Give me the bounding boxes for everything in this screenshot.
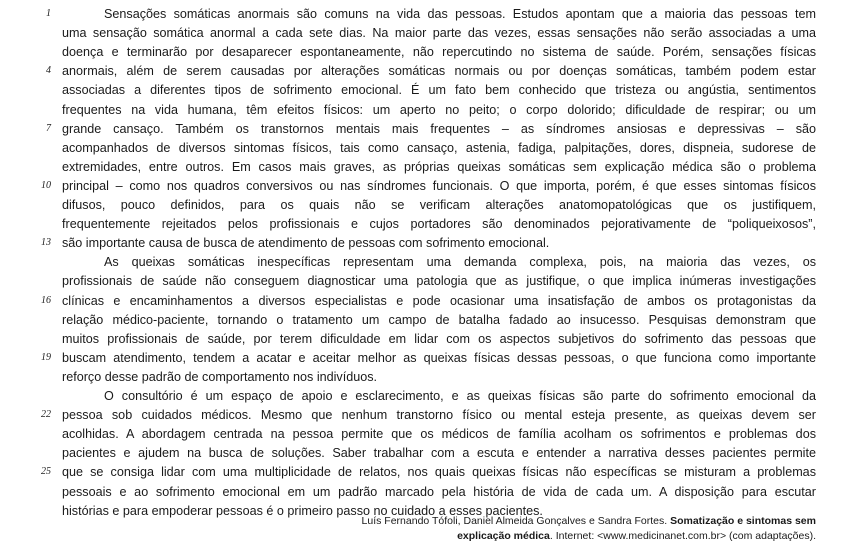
line-number <box>0 369 51 385</box>
line-number <box>0 82 51 98</box>
text-line: frequentes na vida humana, têm efeitos físicos: um aperto no peito; o corpo dolorido; dificuldade de respirar; ou um <box>62 103 816 117</box>
line-number <box>0 273 51 289</box>
line-number: 10 <box>41 180 51 191</box>
text-line: O consultório é um espaço de apoio e esclarecimento, e as queixas físicas são parte do sofrimento emocional da <box>104 389 816 403</box>
line-number: 13 <box>41 237 51 248</box>
line-number <box>0 484 51 500</box>
line-number: 25 <box>41 466 51 477</box>
line-number: 19 <box>41 352 51 363</box>
text-line: frequentemente rejeitados pelos profissionais e cujos portadores são denominados pejorativamente de “poliqueixosos”, <box>62 217 816 231</box>
line-number <box>0 388 51 404</box>
line-number <box>0 254 51 270</box>
line-number <box>0 102 51 118</box>
line-number <box>0 44 51 60</box>
source-authors: Luís Fernando Tófoli, Daniel Almeida Gonçalves e Sandra Fortes. <box>361 515 668 527</box>
text-line: anormais, além de serem causadas por alterações somáticas normais ou por doenças somáticas, também podem estar <box>62 64 816 78</box>
line-number: 22 <box>41 409 51 420</box>
text-line: pessoa sob cuidados médicos. Mesmo que nenhum transtorno físico ou mental esteja presente, as queixas devem ser <box>62 408 816 422</box>
text-line: que se consiga lidar com uma multiplicidade de relatos, nos quais queixas físicas não específicas se misturam a problemas <box>62 465 816 479</box>
text-line: pessoais e ao sofrimento emocional em um padrão marcado pela história de vida de cada um. A disposição para escutar <box>62 485 816 499</box>
text-line: reforço desse padrão de comportamento nos indivíduos. <box>62 370 378 384</box>
text-line: Sensações somáticas anormais são comuns na vida das pessoas. Estudos apontam que a maioria das pessoas tem <box>104 7 816 21</box>
line-number <box>0 197 51 213</box>
text-line: acolhidas. A abordagem centrada na pessoa permite que os médicos de família acolham os sofrimentos e problemas dos <box>62 427 816 441</box>
line-number: 1 <box>46 8 51 19</box>
line-number <box>0 312 51 328</box>
text-line: As queixas somáticas inespecíficas representam uma demanda complexa, pois, na maioria das vezes, os <box>104 255 816 269</box>
text-line: associadas a diferentes tipos de sofrimento emocional. É um fato bem conhecido que tristeza ou angústia, sentimentos <box>62 83 816 97</box>
text-line: acompanhados de diversos sintomas físicos, tais como cansaço, astenia, fadiga, palpitações, dores, dispneia, sudorese de <box>62 141 816 155</box>
text-line: muitos profissionais de saúde, por terem dificuldade em lidar com os aspectos subjetivos do sofrimento das pessoas que <box>62 332 816 346</box>
line-number: 16 <box>41 295 51 306</box>
text-line: extremidades, entre outros. Em casos mais graves, as próprias queixas somáticas sem explicação médica são o problema <box>62 160 816 174</box>
source-title-part1: Somatização e sintomas sem <box>670 515 816 527</box>
text-line: profissionais de saúde não conseguem diagnosticar uma patologia que as justifique, o que implica inúmeras investigações <box>62 274 816 288</box>
text-line: pacientes e ajudem na busca de soluções. Saber trabalhar com a escuta e entender a narrativa desses pacientes permite <box>62 446 816 460</box>
line-number: 7 <box>46 123 51 134</box>
text-line: difusos, pouco definidos, para os quais não se verificam alterações anatomopatológicas que os justifiquem, <box>62 198 816 212</box>
source-suffix: . Internet: <www.medicinanet.com.br> (com adaptações). <box>549 530 816 542</box>
text-line: são importante causa de busca de atendimento de pessoas com sofrimento emocional. <box>62 236 550 250</box>
line-number <box>0 426 51 442</box>
line-number <box>0 503 51 519</box>
text-line: doença e terminarão por desaparecer espontaneamente, não repercutindo no sistema de saúde. Porém, sensações físicas <box>62 45 816 59</box>
text-line: grande cansaço. Também os transtornos mentais mais frequentes – as síndromes ansiosas e depressivas – são <box>62 122 816 136</box>
text-line: uma sensação somática anormal a cada sete dias. Na maior parte das vezes, essas sensações não serão associadas a uma <box>62 26 816 40</box>
text-line: relação médico-paciente, tornando o tratamento um campo de batalha fadado ao insucesso. Pesquisas demonstram que <box>62 313 816 327</box>
text-line: principal – como nos quadros conversivos ou nas síndromes funcionais. O que importa, porém, é que esses sintomas físicos <box>62 179 816 193</box>
line-number <box>0 216 51 232</box>
text-line: histórias e para empoderar pessoas é o primeiro passo no cuidado a esses pacientes. <box>62 504 543 518</box>
line-number <box>0 25 51 41</box>
line-number <box>0 445 51 461</box>
source-citation <box>296 514 816 529</box>
line-number: 4 <box>46 65 51 76</box>
line-number <box>0 159 51 175</box>
source-title-part2: explicação médica <box>457 530 550 542</box>
text-line: buscam atendimento, tendem a acatar e aceitar melhor as queixas físicas dessas pessoas, o que funciona como importante <box>62 351 816 365</box>
line-number <box>0 140 51 156</box>
line-number <box>0 331 51 347</box>
text-line: clínicas e encaminhamentos a diversos especialistas e pode ocasionar uma insatisfação de ambos os protagonistas da <box>62 294 816 308</box>
source-citation-line2 <box>296 529 816 544</box>
